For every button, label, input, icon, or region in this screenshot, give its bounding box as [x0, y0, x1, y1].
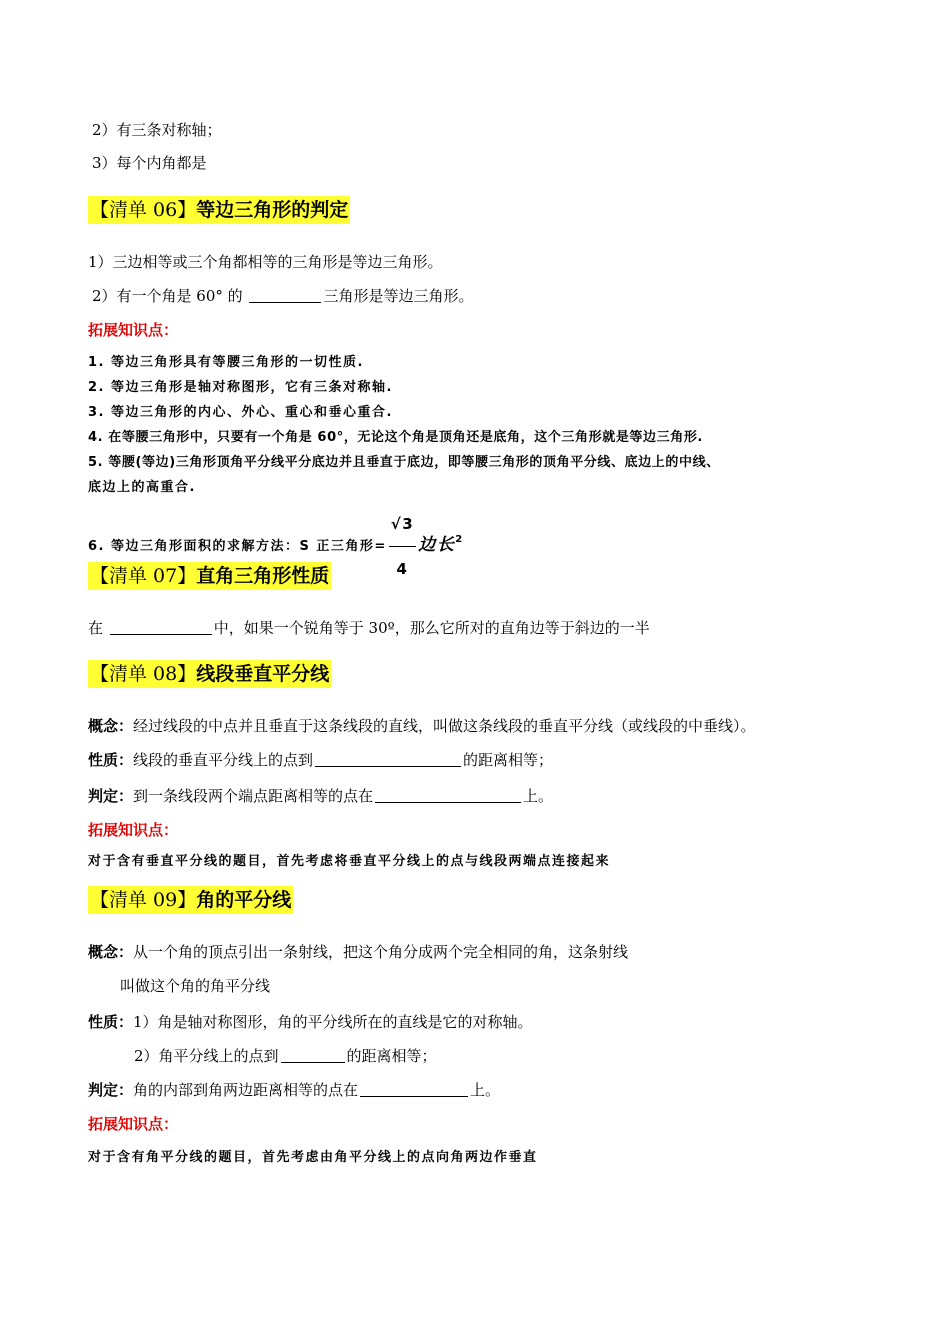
- intro-item-3: 3）每个内角都是: [92, 154, 207, 172]
- s08-concept: [88, 716, 756, 736]
- s09-prop-label: 性质：: [88, 1013, 134, 1031]
- s06-ext-5: 5. 等腰(等边)三角形顶角平分线平分底边并且垂直于底边，即等腰三角形的顶角平分线、底边上的中线、: [88, 455, 720, 470]
- section-07-heading: [88, 562, 331, 590]
- s09-prop-2-b: 的距离相等；: [346, 1047, 437, 1065]
- s08-property: [88, 750, 553, 770]
- s06-line-2-b: 三角形是等边三角形。: [323, 287, 474, 305]
- s08-prop-b: 的距离相等；: [463, 751, 554, 769]
- s09-concept-label: 概念：: [88, 943, 134, 961]
- s09-prop-blank: [281, 1046, 345, 1063]
- s08-judge-a: 到一条线段两个端点距离相等的点在: [133, 787, 374, 805]
- section-09-heading: [88, 886, 293, 914]
- s06-area-exp: 2: [455, 534, 464, 545]
- s07-line-a: 在: [88, 619, 108, 637]
- s08-judge-blank: [375, 786, 521, 803]
- s08-prop-a: 线段的垂直平分线上的点到: [133, 751, 314, 769]
- s09-concept: [88, 942, 628, 962]
- s06-area-den: 4: [396, 560, 409, 578]
- s09-judgement: [88, 1080, 500, 1100]
- s08-judgement: [88, 786, 553, 806]
- section-08-heading: [88, 660, 331, 688]
- section-06-tag: 【清单 06】: [90, 199, 197, 221]
- s09-judge-b: 上。: [470, 1081, 501, 1099]
- s07-line-b: 中，如果一个锐角等于 30º，那么它所对的直角边等于斜边的一半: [213, 619, 650, 637]
- s06-ext-1: 1. 等边三角形具有等腰三角形的一切性质.: [88, 355, 364, 370]
- s06-ext-3: 3. 等边三角形的内心、外心、重心和垂心重合.: [88, 405, 393, 420]
- section-07-title: 直角三角形性质: [196, 565, 330, 587]
- intro-item-2: 2）有三条对称轴；: [92, 121, 222, 139]
- s06-ext-4: 4. 在等腰三角形中，只要有一个角是 60°，无论这个角是顶角还是底角，这个三角形就是等边三角形.: [88, 430, 703, 445]
- s09-property-2: [134, 1046, 437, 1066]
- section-06-title: 等边三角形的判定: [196, 199, 349, 221]
- s08-judge-label: 判定：: [88, 787, 134, 805]
- s09-judge-a: 角的内部到角两边距离相等的点在: [133, 1081, 359, 1099]
- s07-blank: [110, 618, 212, 635]
- s06-area-fraction: [389, 502, 416, 591]
- s09-prop-2-a: 2）角平分线上的点到: [134, 1047, 279, 1065]
- s09-prop-1: 1）角是轴对称图形，角的平分线所在的直线是它的对称轴。: [133, 1013, 533, 1031]
- section-07-tag: 【清单 07】: [90, 565, 197, 587]
- s06-blank: [249, 286, 321, 303]
- section-08-tag: 【清单 08】: [90, 663, 197, 685]
- s08-concept-label: 概念：: [88, 717, 134, 735]
- s06-area-var: 边长: [418, 535, 456, 555]
- s06-ext-6: 底边上的高重合.: [88, 480, 196, 495]
- section-09-title: 角的平分线: [196, 889, 292, 911]
- s06-area-prefix: 6. 等边三角形面积的求解方法：S 正三角形=: [88, 539, 387, 554]
- s08-prop-blank: [315, 750, 461, 767]
- s06-ext-label: 拓展知识点：: [88, 321, 179, 339]
- s08-ext-label: 拓展知识点：: [88, 821, 179, 839]
- s08-concept-text: 经过线段的中点并且垂直于这条线段的直线，叫做这条线段的垂直平分线（或线段的中垂线）。: [133, 717, 756, 735]
- s09-concept-2: 叫做这个角的角平分线: [120, 977, 271, 995]
- section-09-tag: 【清单 09】: [90, 889, 197, 911]
- s08-ext: 对于含有垂直平分线的题目，首先考虑将垂直平分线上的点与线段两端点连接起来: [88, 854, 611, 869]
- section-08-title: 线段垂直平分线: [196, 663, 330, 685]
- s09-ext: 对于含有角平分线的题目，首先考虑由角平分线上的点向角两边作垂直: [88, 1150, 538, 1165]
- s08-judge-b: 上。: [523, 787, 554, 805]
- s09-ext-label: 拓展知识点：: [88, 1115, 179, 1133]
- s08-prop-label: 性质：: [88, 751, 134, 769]
- s06-line-2: [92, 286, 473, 306]
- section-06-heading: [88, 196, 350, 224]
- s09-judge-label: 判定：: [88, 1081, 134, 1099]
- s06-area-num: √3: [389, 502, 416, 547]
- s09-concept-1: 从一个角的顶点引出一条射线，把这个角分成两个完全相同的角，这条射线: [133, 943, 629, 961]
- s06-line-2-a: 2）有一个角是 60° 的: [92, 287, 248, 305]
- s06-line-1: 1）三边相等或三个角都相等的三角形是等边三角形。: [88, 253, 443, 271]
- s07-line: [88, 618, 650, 638]
- s09-property-1: [88, 1012, 533, 1032]
- s06-ext-2: 2. 等边三角形是轴对称图形，它有三条对称轴.: [88, 380, 393, 395]
- s09-judge-blank: [360, 1080, 468, 1097]
